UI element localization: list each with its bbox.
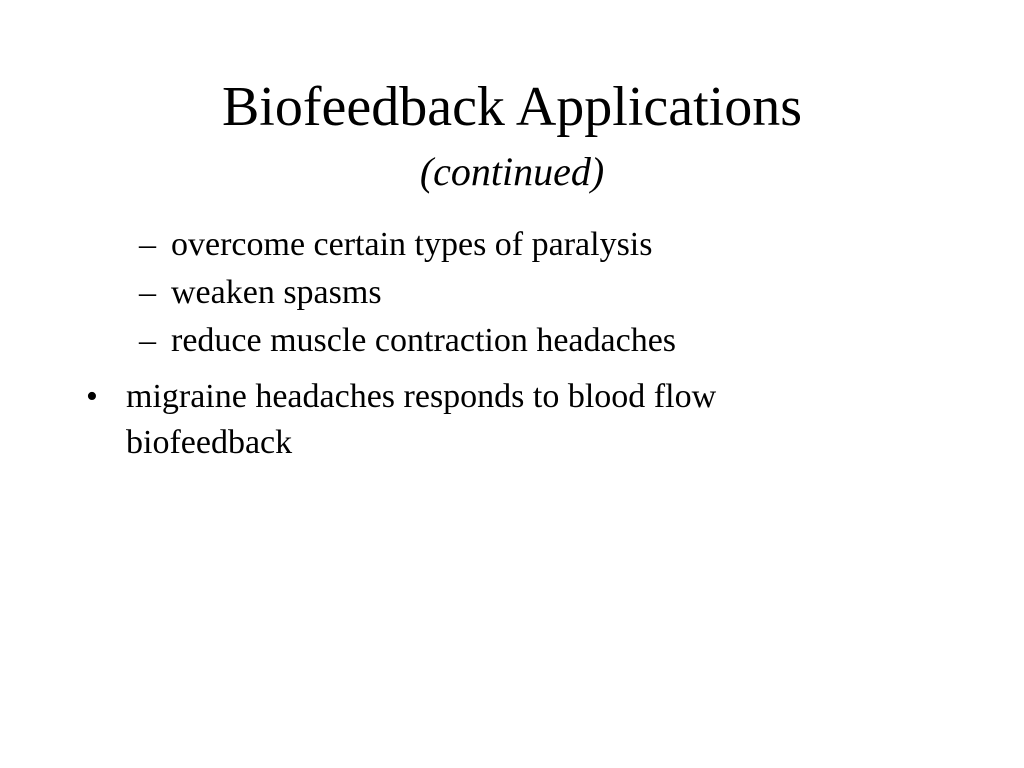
sub-bullet-text: reduce muscle contraction headaches <box>171 322 677 359</box>
dash-marker: – <box>139 274 156 311</box>
sub-bullet-item <box>139 269 676 317</box>
bullet-list <box>86 374 846 466</box>
sub-bullet-item <box>139 221 676 269</box>
dash-marker: – <box>139 226 156 263</box>
sub-bullet-item <box>139 317 676 365</box>
sub-bullet-text: weaken spasms <box>171 274 382 311</box>
slide-subtitle: (continued) <box>419 149 605 194</box>
dash-marker: – <box>139 322 156 359</box>
bullet-item <box>86 374 846 466</box>
bullet-text: migraine headaches responds to blood flow biofeedback <box>126 378 717 461</box>
sub-bullet-list <box>139 221 676 365</box>
slide-title: Biofeedback Applications <box>221 76 803 138</box>
bullet-marker: • <box>86 378 98 415</box>
sub-bullet-text: overcome certain types of paralysis <box>171 226 653 263</box>
